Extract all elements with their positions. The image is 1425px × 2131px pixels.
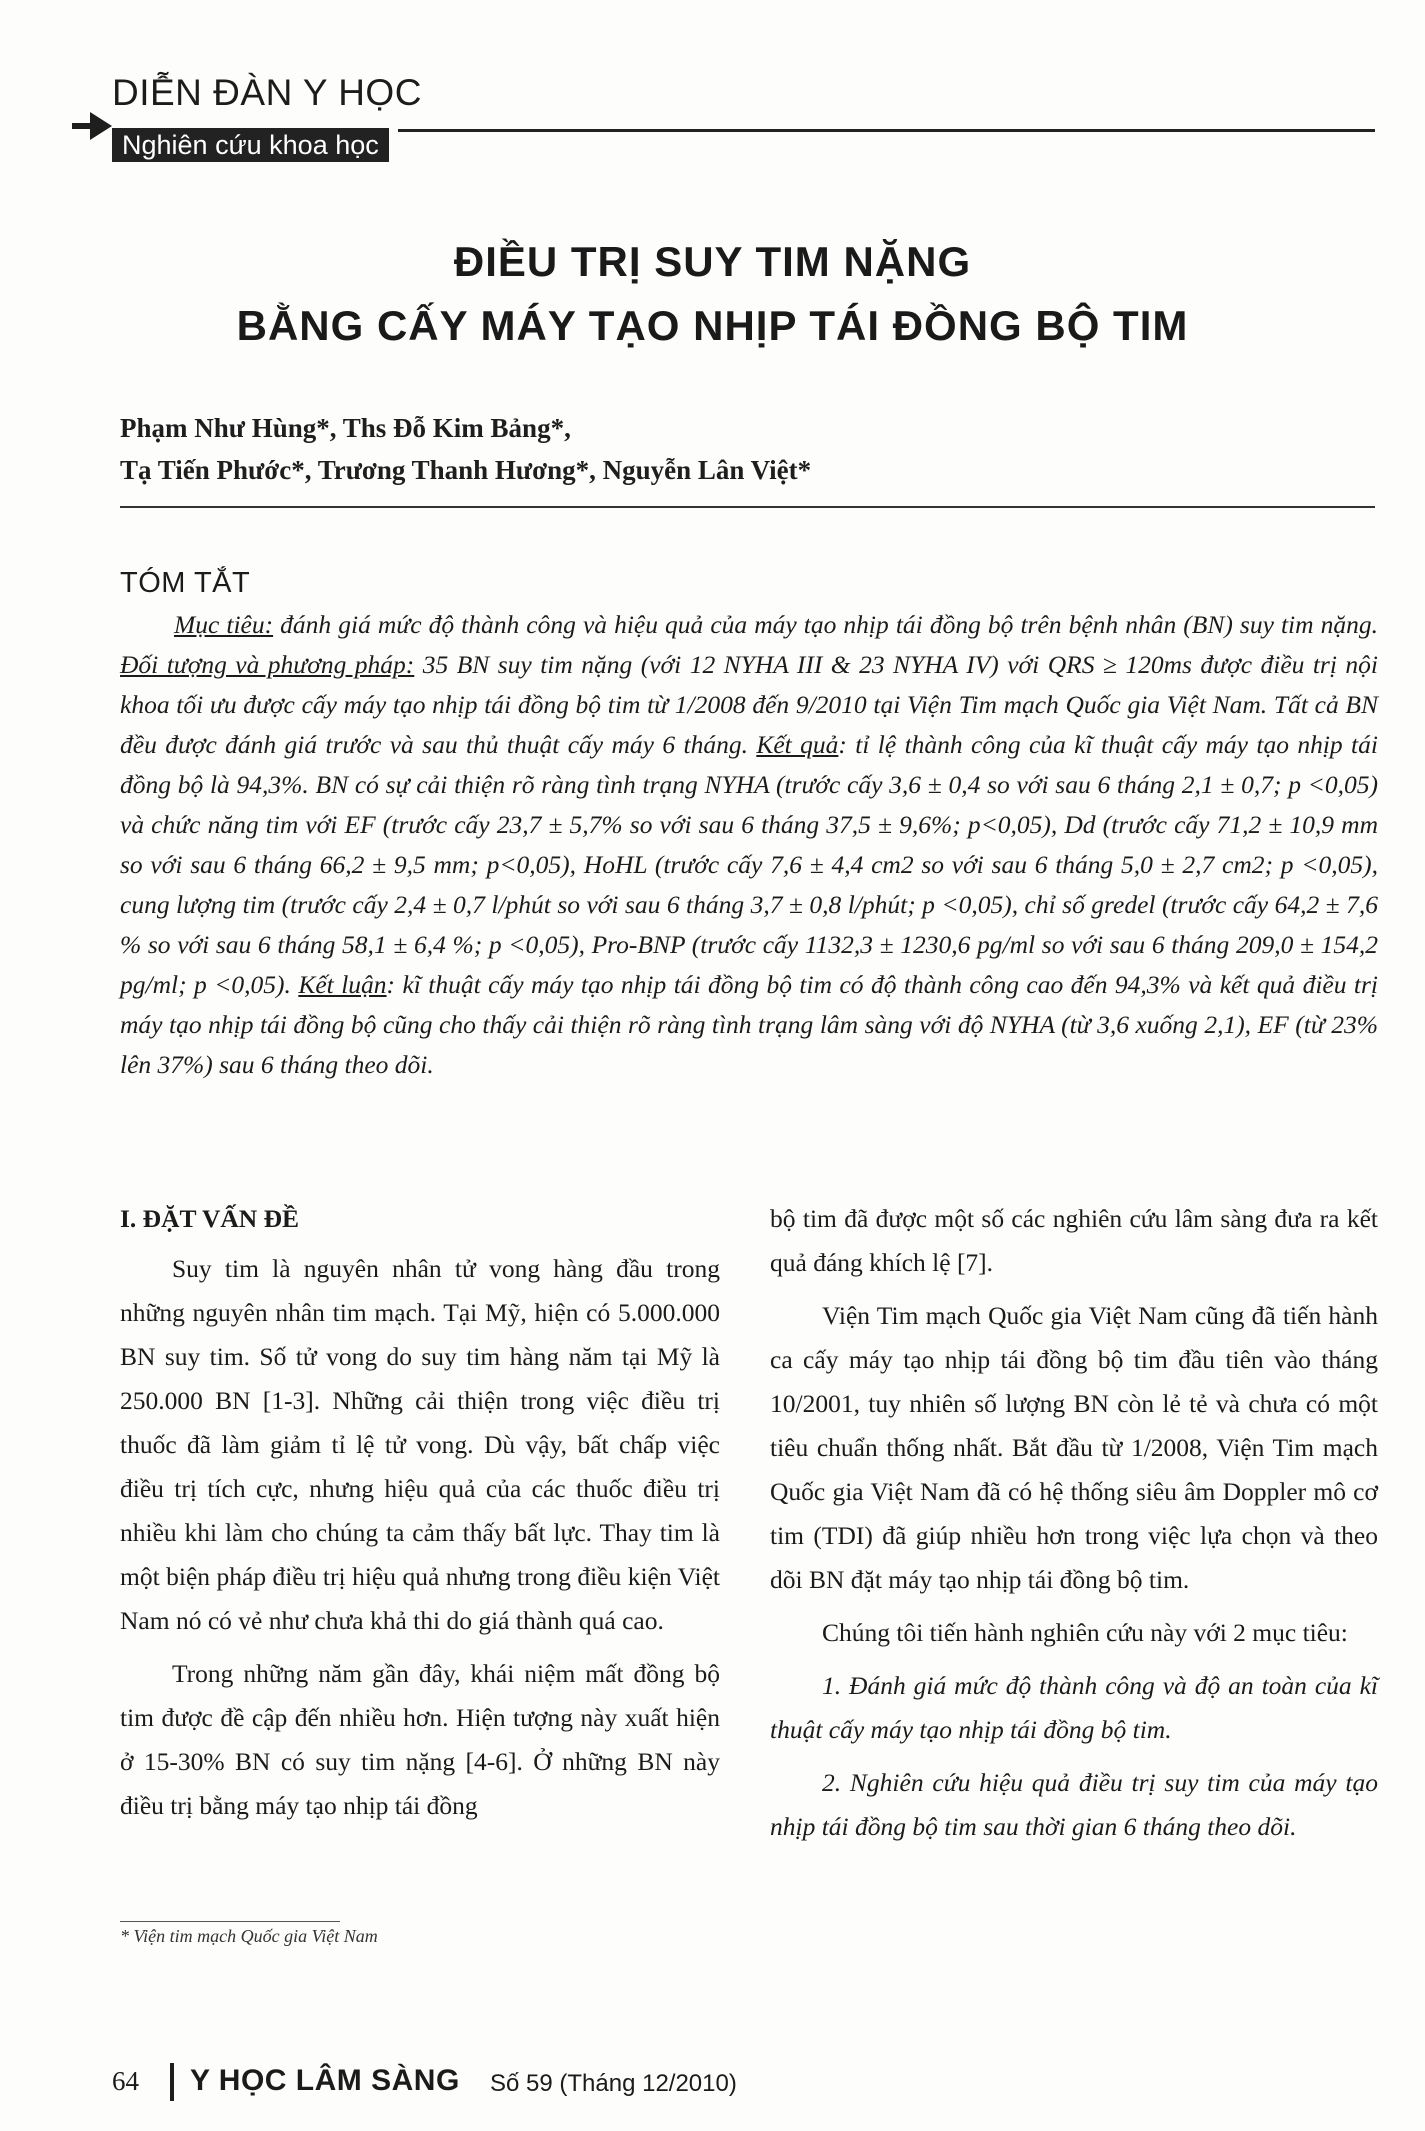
article-title-line1: ĐIỀU TRỊ SUY TIM NẶNG: [453, 238, 972, 285]
objective-item: 2. Nghiên cứu hiệu quả điều trị suy tim của máy tạo nhịp tái đồng bộ tim sau thời gian 6 tháng theo dõi.: [770, 1768, 1378, 1841]
abstract-results-text: : tỉ lệ thành công của kĩ thuật cấy máy tạo nhịp tái đồng bộ là 94,3%. BN có sự cải thiện rõ ràng tình trạng NYHA (trước cấy 3,6 ± 0,4 so với sau 6 tháng 2,1 ± 0,7; p <0,05) và chức năng tim với EF (trước cấy 23,7 ± 5,7% so với sau 6 tháng 37,5 ± 9,6%; p<0,05), Dd (trước cấy 71,2 ± 10,9 mm so với sau 6 tháng 66,2 ± 9,5 mm; p<0,05), HoHL (trước cấy 7,6 ± 4,4 cm2 so với sau 6 tháng 5,0 ± 2,7 cm2; p <0,05), cung lượng tim (trước cấy 2,4 ± 0,7 l/phút so với sau 6 tháng 3,7 ± 0,8 l/phút; p <0,05), chỉ số gredel (trước cấy 64,2 ± 7,6 % so với sau 6 tháng 58,1 ± 6,4 %; p <0,05), Pro-BNP (trước cấy 1132,3 ± 1230,6 pg/ml so với sau 6 tháng 209,0 ± 154,2 pg/ml; p <0,05).: [120, 730, 1378, 999]
abstract-objective-label: Mục tiêu:: [174, 610, 274, 639]
issue-info: Số 59 (Tháng 12/2010): [490, 2070, 737, 2097]
abstract-methods-label: Đối tượng và phương pháp:: [120, 650, 415, 679]
page-number: 64: [112, 2066, 139, 2096]
authors-line2: Tạ Tiến Phước*, Trương Thanh Hương*, Nguyễn Lân Việt*: [120, 455, 812, 485]
section-heading: I. ĐẶT VẤN ĐỀ: [120, 1204, 300, 1233]
objective-item: 1. Đánh giá mức độ thành công và độ an toàn của kĩ thuật cấy máy tạo nhịp tái đồng bộ tim.: [770, 1671, 1378, 1744]
abstract-methods-text: 35 BN suy tim nặng (với 12 NYHA III & 23 NYHA IV) với QRS ≥ 120ms được điều trị nội khoa tối ưu được cấy máy tạo nhịp tái đồng bộ tim từ 1/2008 đến 9/2010 tại Viện Tim mạch Quốc gia Việt Nam. Tất cả BN đều được đánh giá trước và sau thủ thuật cấy máy 6 tháng.: [120, 650, 1378, 759]
paragraph: Suy tim là nguyên nhân tử vong hàng đầu trong những nguyên nhân tim mạch. Tại Mỹ, hiện có 5.000.000 BN suy tim. Số tử vong do suy tim hàng năm tại Mỹ là 250.000 BN [1-3]. Những cải thiện trong việc điều trị thuốc đã làm giảm tỉ lệ tử vong. Dù vậy, bất chấp việc điều trị tích cực, nhưng hiệu quả của các thuốc điều trị nhiều khi làm cho chúng ta cảm thấy bất lực. Thay tim là một biện pháp điều trị hiệu quả nhưng trong điều kiện Việt Nam nó có vẻ như chưa khả thi do giá thành quá cao.: [120, 1254, 720, 1635]
right-column: [770, 1197, 1378, 1858]
header-rule: [398, 129, 1375, 132]
authors-divider: [120, 506, 1375, 508]
journal-name: Y HỌC LÂM SÀNG: [190, 2064, 460, 2097]
article-title-line2: BẰNG CẤY MÁY TẠO NHỊP TÁI ĐỒNG BỘ TIM: [236, 302, 1189, 349]
abstract-conclusion-label: Kết luận: [298, 970, 387, 999]
paragraph: bộ tim đã được một số các nghiên cứu lâm sàng đưa ra kết quả đáng khích lệ [7].: [770, 1204, 1378, 1277]
authors-line1: Phạm Như Hùng*, Ths Đỗ Kim Bảng*,: [120, 413, 571, 443]
abstract-heading: TÓM TẮT: [120, 567, 251, 599]
paragraph: Chúng tôi tiến hành nghiên cứu này với 2 mục tiêu:: [822, 1618, 1348, 1647]
abstract-conclusion-text: : kĩ thuật cấy máy tạo nhịp tái đồng bộ tim có độ thành công cao đến 94,3% và kết quả điều trị máy tạo nhịp tái đồng bộ cũng cho thấy cải thiện rõ ràng tình trạng lâm sàng với độ NYHA (từ 3,6 xuống 2,1), EF (từ 23% lên 37%) sau 6 tháng theo dõi.: [120, 970, 1378, 1079]
left-column: [120, 1197, 720, 1837]
paragraph: Trong những năm gần đây, khái niệm mất đồng bộ tim được đề cập đến nhiều hơn. Hiện tượng này xuất hiện ở 15-30% BN có suy tim nặng [4-6]. Ở những BN này điều trị bằng máy tạo nhịp tái đồng: [120, 1659, 720, 1820]
arrow-right-icon: [72, 108, 112, 144]
abstract-objective-text: đánh giá mức độ thành công và hiệu quả của máy tạo nhịp tái đồng bộ trên bệnh nhân (BN) suy tim nặng.: [273, 610, 1378, 639]
footnote: * Viện tim mạch Quốc gia Việt Nam: [120, 1926, 378, 1946]
abstract-body: [120, 605, 1378, 1085]
paragraph: Viện Tim mạch Quốc gia Việt Nam cũng đã tiến hành ca cấy máy tạo nhịp tái đồng bộ tim đầu tiên vào tháng 10/2001, tuy nhiên số lượng BN còn lẻ tẻ và chưa có một tiêu chuẩn thống nhất. Bắt đầu từ 1/2008, Viện Tim mạch Quốc gia Việt Nam đã có hệ thống siêu âm Doppler mô cơ tim (TDI) đã giúp nhiều hơn trong việc lựa chọn và theo dõi BN đặt máy tạo nhịp tái đồng bộ tim.: [770, 1301, 1378, 1594]
abstract-results-label: Kết quả: [756, 730, 839, 759]
journal-section-heading: DIỄN ĐÀN Y HỌC: [112, 72, 422, 113]
footnote-rule: [120, 1921, 340, 1922]
footer-divider: [170, 2063, 174, 2101]
category-badge: Nghiên cứu khoa học: [112, 128, 389, 162]
